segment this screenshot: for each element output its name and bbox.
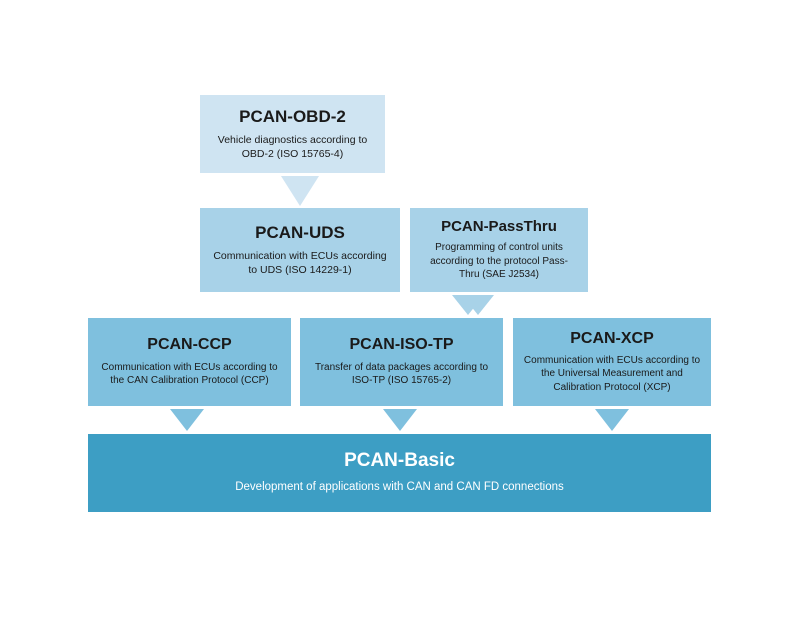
node-pcan-obd-2[interactable] [200, 95, 385, 173]
arrow-down-icon-isotp-to-basic [383, 409, 417, 431]
node-pcan-uds[interactable] [200, 208, 400, 292]
node-pcan-ccp[interactable] [88, 318, 291, 406]
node-title: PCAN-PassThru [441, 218, 557, 236]
arrow-down-icon-xcp-to-basic [595, 409, 629, 431]
node-title: PCAN-UDS [255, 223, 345, 243]
node-description: Communication with ECUs according to UDS (ISO 14229-1) [213, 249, 387, 276]
arrow-down-icon-ccp-to-basic [170, 409, 204, 431]
node-description: Communication with ECUs according to the CAN Calibration Protocol (CCP) [101, 361, 278, 387]
node-description: Communication with ECUs according to the Universal Measurement and Calibration Protocol (XCP) [523, 354, 701, 393]
node-pcan-xcp[interactable] [513, 318, 711, 406]
node-pcan-iso-tp[interactable] [300, 318, 503, 406]
arrow-down-icon-passthru-to-isotp [462, 295, 494, 315]
node-description: Transfer of data packages according to ISO-TP (ISO 15765-2) [314, 361, 489, 387]
node-pcan-basic[interactable] [88, 434, 711, 512]
node-description: Development of applications with CAN and CAN FD connections [235, 481, 564, 494]
node-title: PCAN-ISO-TP [349, 336, 454, 354]
node-title: PCAN-Basic [344, 450, 455, 472]
node-title: PCAN-CCP [147, 336, 232, 354]
node-title: PCAN-OBD-2 [239, 107, 346, 127]
arrow-down-icon-obd2-to-uds [281, 176, 319, 206]
node-description: Vehicle diagnostics according to OBD-2 (ISO 15765-4) [217, 133, 368, 160]
node-description: Programming of control units according to the protocol Pass-Thru (SAE J2534) [430, 242, 568, 281]
node-pcan-passthru[interactable] [410, 208, 588, 292]
node-title: PCAN-XCP [570, 329, 654, 347]
